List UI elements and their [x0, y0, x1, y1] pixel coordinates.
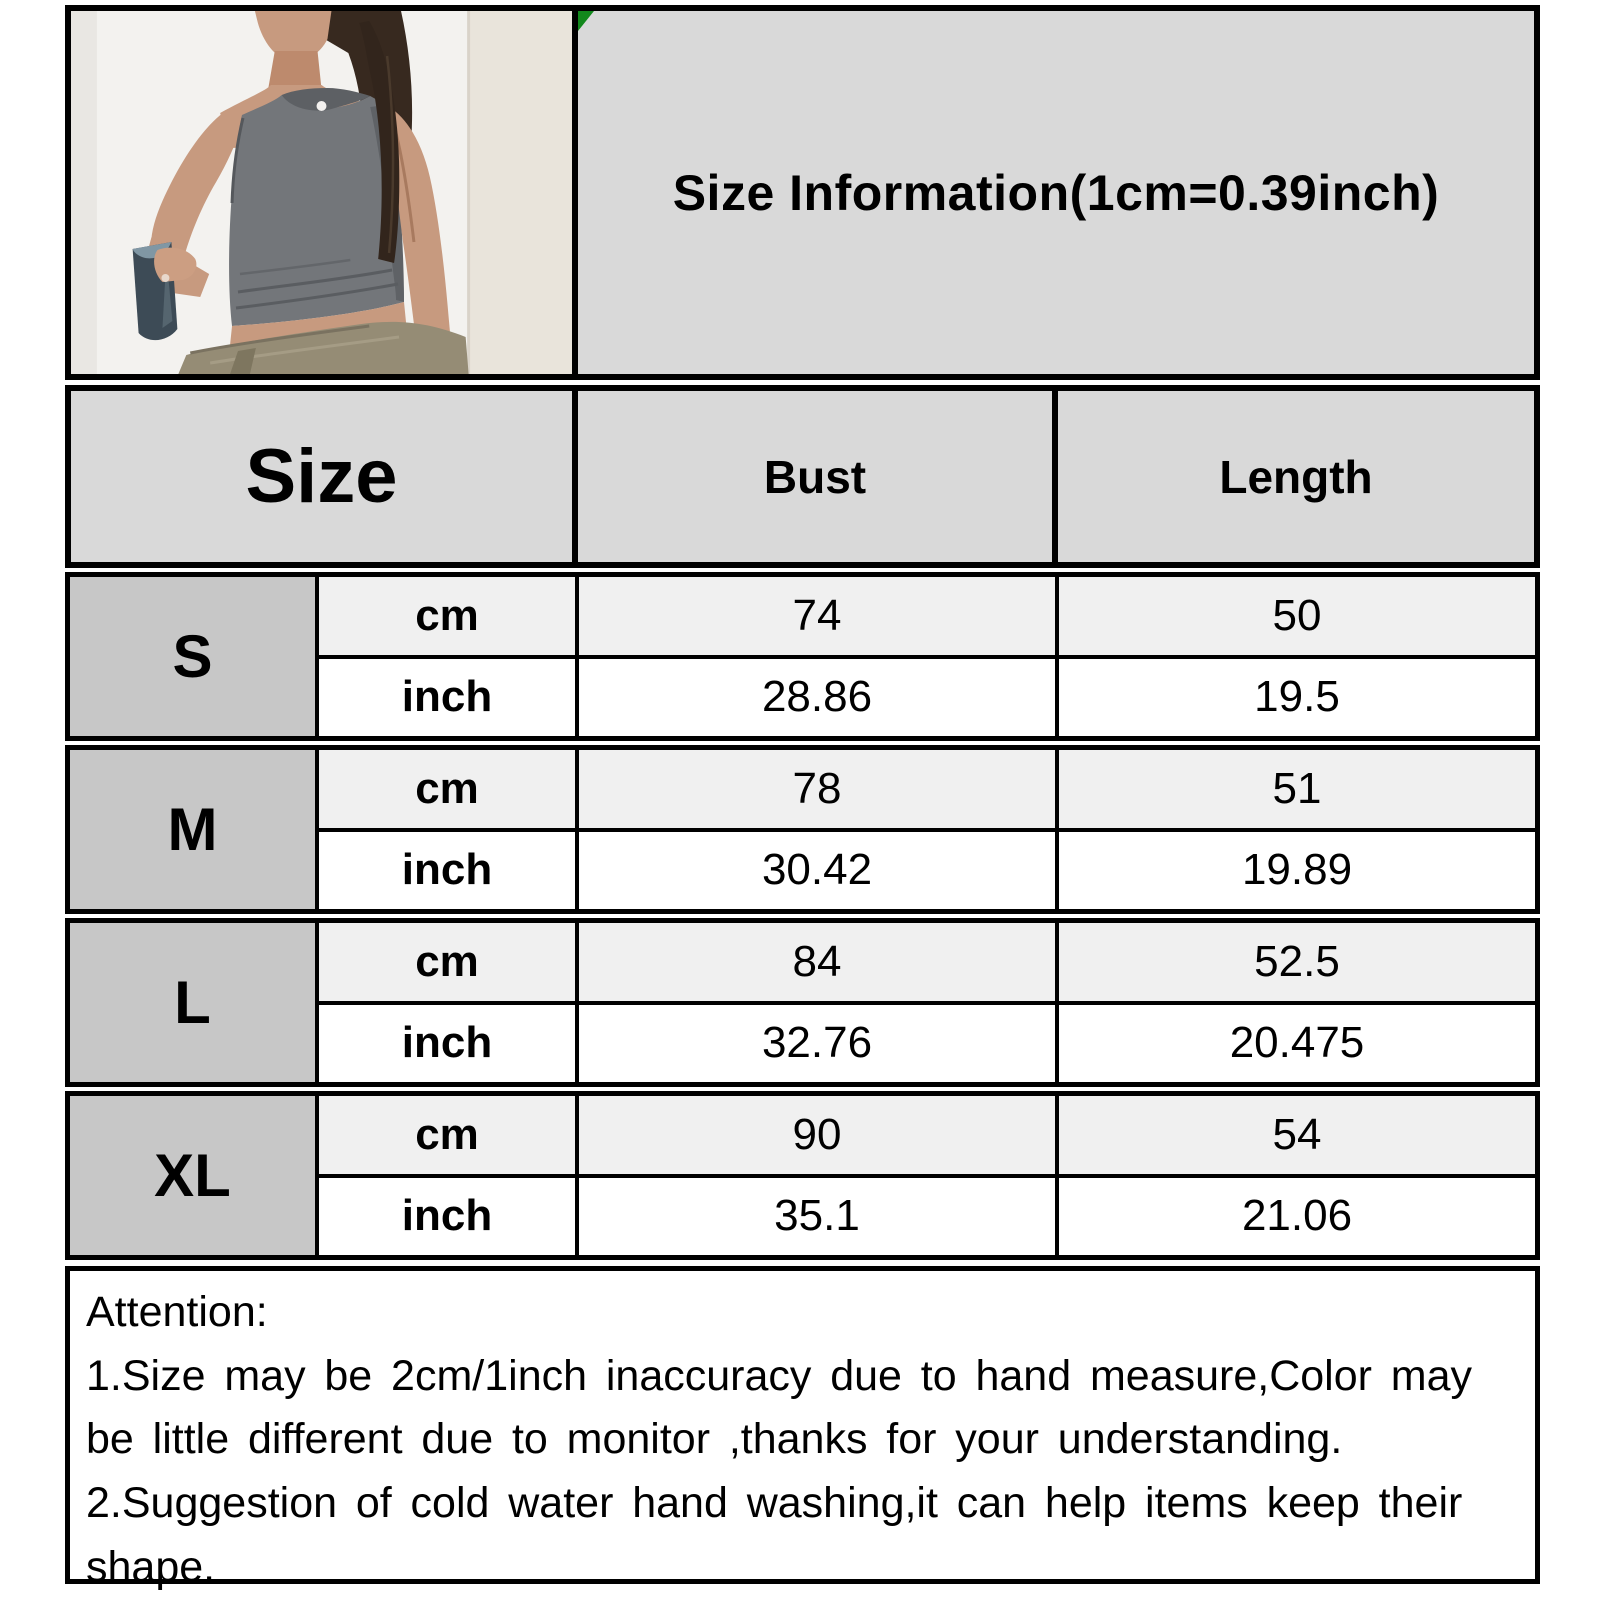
unit-label-inch: inch	[319, 1005, 575, 1083]
length-inch-value-s: 19.5	[1059, 659, 1535, 737]
size-chart-sheet	[65, 5, 1540, 1591]
length-cm-value-s: 50	[1059, 577, 1535, 655]
bust-inch-value-m: 30.42	[579, 832, 1055, 910]
table-row-xl	[65, 1091, 1540, 1260]
size-label-l: L	[70, 923, 315, 1082]
unit-label-cm: cm	[319, 750, 575, 828]
bust-cm-value-s: 74	[579, 577, 1055, 655]
unit-label-inch: inch	[319, 832, 575, 910]
bust-cm-value-xl: 90	[579, 1096, 1055, 1174]
bust-inch-value-l: 32.76	[579, 1005, 1055, 1083]
size-label-m: M	[70, 750, 315, 909]
bust-cm-value-m: 78	[579, 750, 1055, 828]
size-info-title-cell	[578, 11, 1534, 374]
unit-label-cm: cm	[319, 923, 575, 1001]
size-label-s: S	[70, 577, 315, 736]
length-cm-value-l: 52.5	[1059, 923, 1535, 1001]
unit-label-inch: inch	[319, 659, 575, 737]
length-inch-value-xl: 21.06	[1059, 1178, 1535, 1256]
table-row-s	[65, 572, 1540, 741]
table-row-l	[65, 918, 1540, 1087]
attention-note-2: 2.Suggestion of cold water hand washing,it can help items keep their shape.	[86, 1478, 1463, 1591]
unit-label-inch: inch	[319, 1178, 575, 1256]
length-inch-value-m: 19.89	[1059, 832, 1535, 910]
bust-inch-value-xl: 35.1	[579, 1178, 1055, 1256]
length-inch-value-l: 20.475	[1059, 1005, 1535, 1083]
bust-cm-value-l: 84	[579, 923, 1055, 1001]
header-length: Length	[1058, 391, 1534, 562]
attention-box	[65, 1266, 1540, 1591]
unit-label-cm: cm	[319, 1096, 575, 1174]
header-size: Size	[71, 391, 572, 562]
table-header-row	[65, 385, 1540, 568]
table-row-m	[65, 745, 1540, 914]
length-cm-value-xl: 54	[1059, 1096, 1535, 1174]
product-photo	[71, 11, 572, 374]
size-label-xl: XL	[70, 1096, 315, 1255]
attention-heading: Attention:	[86, 1288, 268, 1336]
bust-inch-value-s: 28.86	[579, 659, 1055, 737]
necklace-pendant	[317, 101, 327, 111]
top-row	[65, 5, 1540, 380]
size-info-title: Size Information(1cm=0.39inch)	[672, 164, 1440, 221]
green-corner-marker-icon	[578, 11, 594, 31]
product-photo-cell	[71, 11, 572, 374]
tank-top	[229, 88, 404, 326]
length-cm-value-m: 51	[1059, 750, 1535, 828]
header-bust: Bust	[578, 391, 1052, 562]
attention-note-1: 1.Size may be 2cm/1inch inaccuracy due to hand measure,Color may be little different due to monitor ,thanks for your understanding.	[86, 1351, 1473, 1464]
unit-label-cm: cm	[319, 577, 575, 655]
